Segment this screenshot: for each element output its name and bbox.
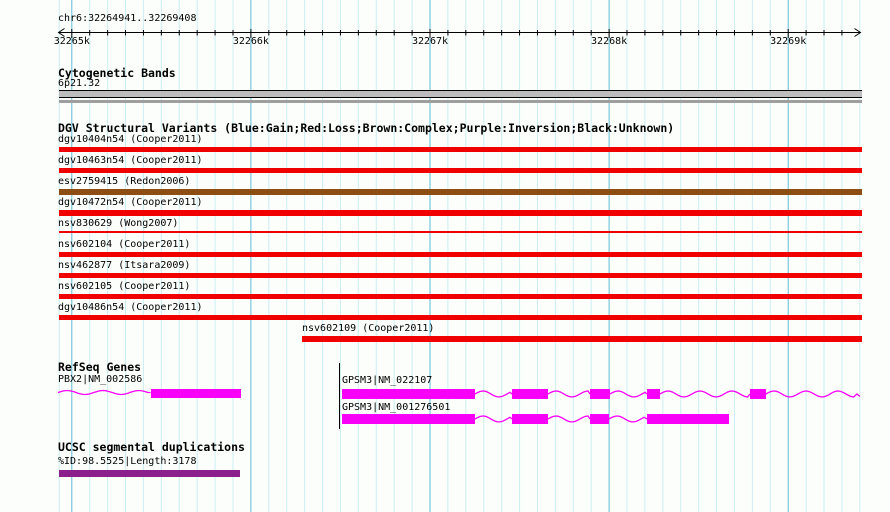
ruler-tick-label: 32267k bbox=[411, 36, 449, 47]
variant-bar[interactable] bbox=[59, 252, 863, 257]
variant-label: nsv602109 (Cooper2011) bbox=[302, 323, 435, 334]
variant-label: dgv10486n54 (Cooper2011) bbox=[58, 302, 203, 313]
exon-box[interactable] bbox=[512, 414, 548, 424]
variant-bar[interactable] bbox=[59, 315, 863, 320]
variant-bar[interactable] bbox=[59, 147, 863, 152]
segdup-label: %ID:98.5525|Length:3178 bbox=[58, 456, 197, 467]
exon-box[interactable] bbox=[342, 414, 475, 424]
exon-box[interactable] bbox=[512, 389, 548, 399]
variant-label: nsv602105 (Cooper2011) bbox=[58, 281, 191, 292]
variant-bar[interactable] bbox=[59, 168, 863, 173]
variant-bar[interactable] bbox=[302, 336, 862, 342]
variant-bar[interactable] bbox=[59, 189, 863, 195]
variant-label: nsv602104 (Cooper2011) bbox=[58, 238, 191, 250]
gene-label: GPSM3|NM_022107 bbox=[342, 375, 433, 386]
variant-bar[interactable] bbox=[59, 273, 863, 278]
variant-label: nsv462877 (Itsara2009) bbox=[58, 260, 191, 271]
ruler-tick-label: 32268k bbox=[591, 36, 628, 47]
exon-box[interactable] bbox=[590, 389, 610, 399]
variant-label: dgv10472n54 (Cooper2011) bbox=[58, 196, 203, 208]
variant-label: nsv830629 (Wong2007) bbox=[58, 217, 179, 229]
position-title: chr6:32264941..32269408 bbox=[58, 13, 197, 24]
gene-label: PBX2|NM_002586 bbox=[58, 374, 143, 385]
refseq-header: RefSeq Genes bbox=[58, 360, 142, 374]
gene-boundary-line bbox=[339, 363, 340, 429]
segdup-bar[interactable] bbox=[59, 470, 240, 477]
exon-box[interactable] bbox=[750, 389, 766, 399]
variant-bar[interactable] bbox=[59, 294, 863, 299]
cytoband-bar[interactable] bbox=[59, 90, 863, 98]
exon-box[interactable] bbox=[151, 389, 242, 398]
exon-box[interactable] bbox=[647, 389, 660, 399]
gene-label: GPSM3|NM_001276501 bbox=[342, 402, 451, 413]
variant-label: dgv10463n54 (Cooper2011) bbox=[58, 154, 203, 166]
cytoband-label: 6p21.32 bbox=[58, 78, 101, 89]
cytobands-header: Cytogenetic Bands bbox=[58, 66, 176, 80]
exon-box[interactable] bbox=[590, 414, 609, 424]
ruler-tick-label: 32265k bbox=[53, 36, 90, 47]
dgv-header: DGV Structural Variants (Blue:Gain;Red:Loss;Brown:Complex;Purple:Inversion;Black:Unknown) bbox=[58, 121, 675, 135]
cytoband-thin-bar bbox=[59, 100, 863, 103]
variant-bar[interactable] bbox=[59, 231, 863, 233]
variant-label: esv2759415 (Redon2006) bbox=[58, 175, 191, 187]
variant-bar[interactable] bbox=[59, 210, 863, 216]
variant-label: dgv10404n54 (Cooper2011) bbox=[58, 133, 203, 145]
ruler-tick-label: 32269k bbox=[770, 36, 807, 47]
segdup-header: UCSC segmental duplications bbox=[58, 440, 245, 454]
exon-box[interactable] bbox=[342, 389, 475, 399]
ruler-tick-label: 32266k bbox=[232, 36, 269, 47]
exon-box[interactable] bbox=[647, 414, 729, 424]
